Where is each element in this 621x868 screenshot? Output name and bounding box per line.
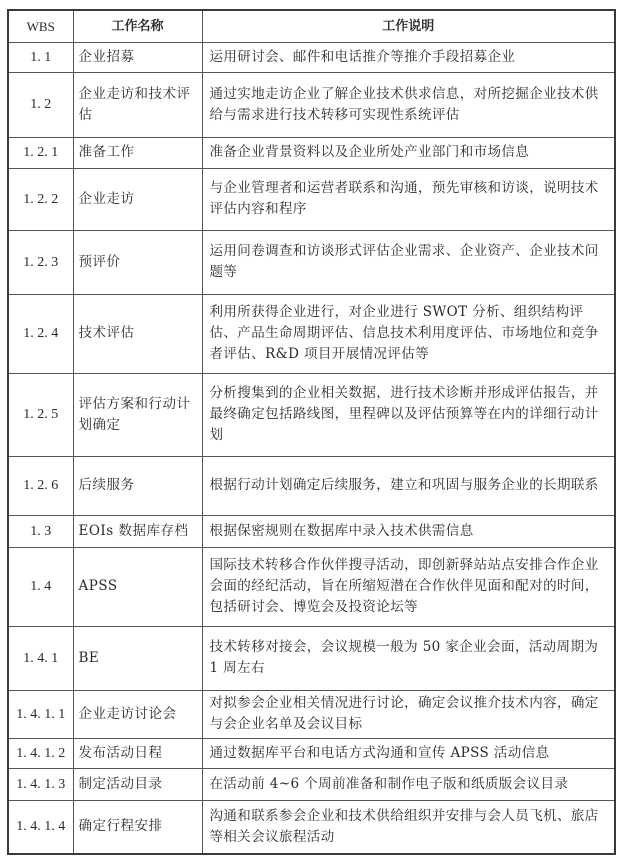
table-row	[8, 690, 615, 738]
wbs-cell: 1. 2	[8, 72, 73, 137]
header-wbs: WBS	[8, 10, 73, 42]
description-cell: 通过数据库平台和电话方式沟通和宣传 APSS 活动信息	[202, 738, 615, 768]
name-cell: 发布活动日程	[73, 738, 202, 768]
description-cell: 国际技术转移合作伙伴搜寻活动，即创新驿站站点安排合作企业会面的经纪活动，旨在所缩短潜在合作伙伴见面和配对的时间，包括研讨会、博览会及投资论坛等	[202, 547, 615, 626]
table-row	[8, 738, 615, 768]
wbs-cell: 1. 3	[8, 515, 73, 547]
wbs-cell: 1. 2. 4	[8, 294, 73, 373]
table-row	[8, 168, 615, 230]
name-cell: APSS	[73, 547, 202, 626]
description-cell: 根据保密规则在数据库中录入技术供需信息	[202, 515, 615, 547]
description-cell: 沟通和联系参会企业和技术供给组织并安排与会人员飞机、旅店等相关会议旅程活动	[202, 800, 615, 854]
table-row	[8, 373, 615, 456]
table-row	[8, 137, 615, 168]
name-cell: 企业走访讨论会	[73, 690, 202, 738]
wbs-table	[7, 9, 616, 855]
name-cell: EOIs 数据库存档	[73, 515, 202, 547]
description-cell: 在活动前 4~6 个周前准备和制作电子版和纸质版会议目录	[202, 768, 615, 800]
wbs-cell: 1. 2. 1	[8, 137, 73, 168]
table-row	[8, 800, 615, 854]
description-cell: 运用研讨会、邮件和电话推介等推介手段招募企业	[202, 42, 615, 72]
name-cell: BE	[73, 626, 202, 690]
description-cell: 分析搜集到的企业相关数据，进行技术诊断并形成评估报告，并最终确定包括路线图，里程碑以及评估预算等在内的详细行动计划	[202, 373, 615, 456]
table-row	[8, 626, 615, 690]
description-cell: 与企业管理者和运营者联系和沟通，预先审核和访谈，说明技术评估内容和程序	[202, 168, 615, 230]
name-cell: 企业走访和技术评估	[73, 72, 202, 137]
wbs-cell: 1. 2. 5	[8, 373, 73, 456]
description-cell: 根据行动计划确定后续服务，建立和巩固与服务企业的长期联系	[202, 456, 615, 515]
wbs-cell: 1. 4	[8, 547, 73, 626]
name-cell: 企业招募	[73, 42, 202, 72]
table-row	[8, 72, 615, 137]
table-row	[8, 42, 615, 72]
wbs-cell: 1. 2. 2	[8, 168, 73, 230]
table-row	[8, 547, 615, 626]
name-cell: 评估方案和行动计划确定	[73, 373, 202, 456]
wbs-cell: 1. 1	[8, 42, 73, 72]
header-name: 工作名称	[73, 10, 202, 42]
table-row	[8, 294, 615, 373]
description-cell: 通过实地走访企业了解企业技术供求信息，对所挖掘企业技术供给与需求进行技术转移可实现性系统评估	[202, 72, 615, 137]
name-cell: 制定活动目录	[73, 768, 202, 800]
table-row	[8, 230, 615, 294]
table-row	[8, 515, 615, 547]
description-cell: 准备企业背景资料以及企业所处产业部门和市场信息	[202, 137, 615, 168]
wbs-cell: 1. 4. 1. 2	[8, 738, 73, 768]
table-row	[8, 456, 615, 515]
description-cell: 对拟参会企业相关情况进行讨论，确定会议推介技术内容，确定与会企业名单及会议目标	[202, 690, 615, 738]
wbs-cell: 1. 4. 1. 3	[8, 768, 73, 800]
wbs-cell: 1. 2. 3	[8, 230, 73, 294]
description-cell: 技术转移对接会，会议规模一般为 50 家企业会面，活动周期为 1 周左右	[202, 626, 615, 690]
name-cell: 技术评估	[73, 294, 202, 373]
table-row	[8, 768, 615, 800]
wbs-cell: 1. 4. 1. 1	[8, 690, 73, 738]
header-row	[8, 10, 615, 42]
name-cell: 后续服务	[73, 456, 202, 515]
wbs-cell: 1. 2. 6	[8, 456, 73, 515]
name-cell: 预评价	[73, 230, 202, 294]
header-description: 工作说明	[202, 10, 615, 42]
description-cell: 利用所获得企业进行，对企业进行 SWOT 分析、组织结构评估、产品生命周期评估、信息技术利用度评估、市场地位和竞争者评估、R&D 项目开展情况评估等	[202, 294, 615, 373]
name-cell: 确定行程安排	[73, 800, 202, 854]
wbs-cell: 1. 4. 1. 4	[8, 800, 73, 854]
name-cell: 准备工作	[73, 137, 202, 168]
description-cell: 运用问卷调查和访谈形式评估企业需求、企业资产、企业技术问题等	[202, 230, 615, 294]
name-cell: 企业走访	[73, 168, 202, 230]
wbs-cell: 1. 4. 1	[8, 626, 73, 690]
